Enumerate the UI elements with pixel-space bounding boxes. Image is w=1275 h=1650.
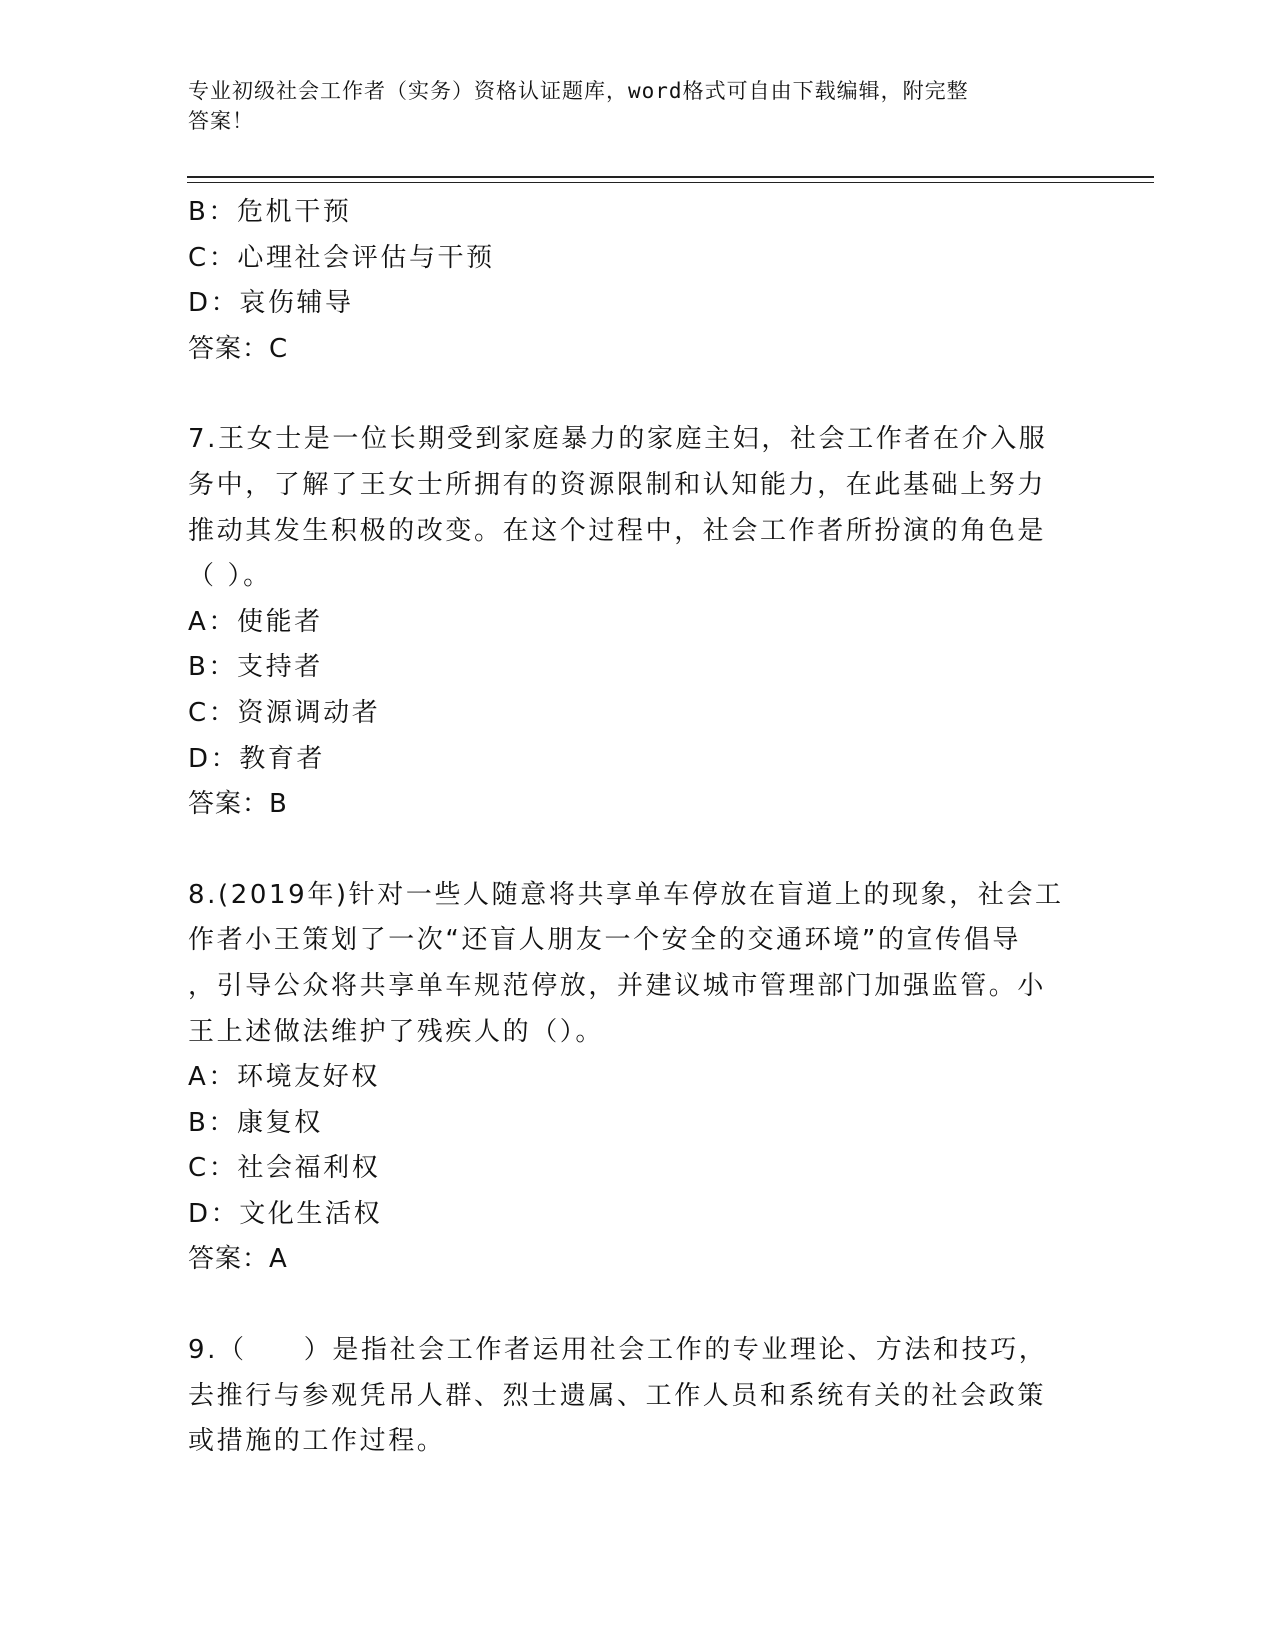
question-text-line: 或措施的工作过程。 — [188, 1426, 446, 1457]
header-line-1: 专业初级社会工作者（实务）资格认证题库，word格式可自由下载编辑，附完整 — [188, 79, 969, 103]
option-a: A：使能者 — [188, 606, 323, 637]
option-b: B：支持者 — [188, 652, 323, 683]
option-d: D：哀伤辅导 — [188, 288, 354, 319]
option-c: C：资源调动者 — [188, 697, 381, 728]
header-line-2: 答案！ — [188, 109, 254, 133]
question-text-line: （ ）。 — [188, 561, 272, 592]
option-c: C：社会福利权 — [188, 1153, 381, 1184]
header-divider-thin — [187, 182, 1154, 183]
question-7 — [188, 417, 1068, 827]
document-header — [188, 76, 1068, 136]
option-d: D：教育者 — [188, 743, 326, 774]
question-8 — [188, 873, 1068, 1283]
question-text-line: 作者小王策划了一次“还盲人朋友一个安全的交通环境”的宣传倡导 — [188, 925, 1021, 956]
question-text-line: ，引导公众将共享单车规范停放，并建议城市管理部门加强监管。小 — [188, 970, 1047, 1001]
question-text-line: 7.王女士是一位长期受到家庭暴力的家庭主妇，社会工作者在介入服 — [188, 424, 1048, 455]
question-text-line: 王上述做法维护了残疾人的（）。 — [188, 1016, 605, 1047]
answer-line: 答案：B — [188, 789, 288, 820]
option-d: D：文化生活权 — [188, 1198, 383, 1229]
answer-line: 答案：A — [188, 1244, 288, 1275]
question-text-line: 去推行与参观凭吊人群、烈士遗属、工作人员和系统有关的社会政策 — [188, 1380, 1047, 1411]
question-text-line: 推动其发生积极的改变。在这个过程中，社会工作者所扮演的角色是 — [188, 515, 1047, 546]
previous-question-tail — [188, 190, 1068, 372]
header-divider-thick — [187, 176, 1154, 178]
question-9 — [188, 1328, 1068, 1465]
question-text-line: 8.(2019年)针对一些人随意将共享单车停放在盲道上的现象，社会工 — [188, 879, 1064, 910]
question-text-line: 9.（ ）是指社会工作者运用社会工作的专业理论、方法和技巧， — [188, 1335, 1048, 1366]
option-c: C：心理社会评估与干预 — [188, 242, 495, 273]
option-b: B：危机干预 — [188, 197, 352, 227]
option-a: A：环境友好权 — [188, 1062, 380, 1093]
answer-line: 答案：C — [188, 333, 289, 364]
option-b: B：康复权 — [188, 1107, 323, 1138]
document-body — [188, 190, 1068, 1465]
question-text-line: 务中，了解了王女士所拥有的资源限制和认知能力，在此基础上努力 — [188, 469, 1047, 500]
